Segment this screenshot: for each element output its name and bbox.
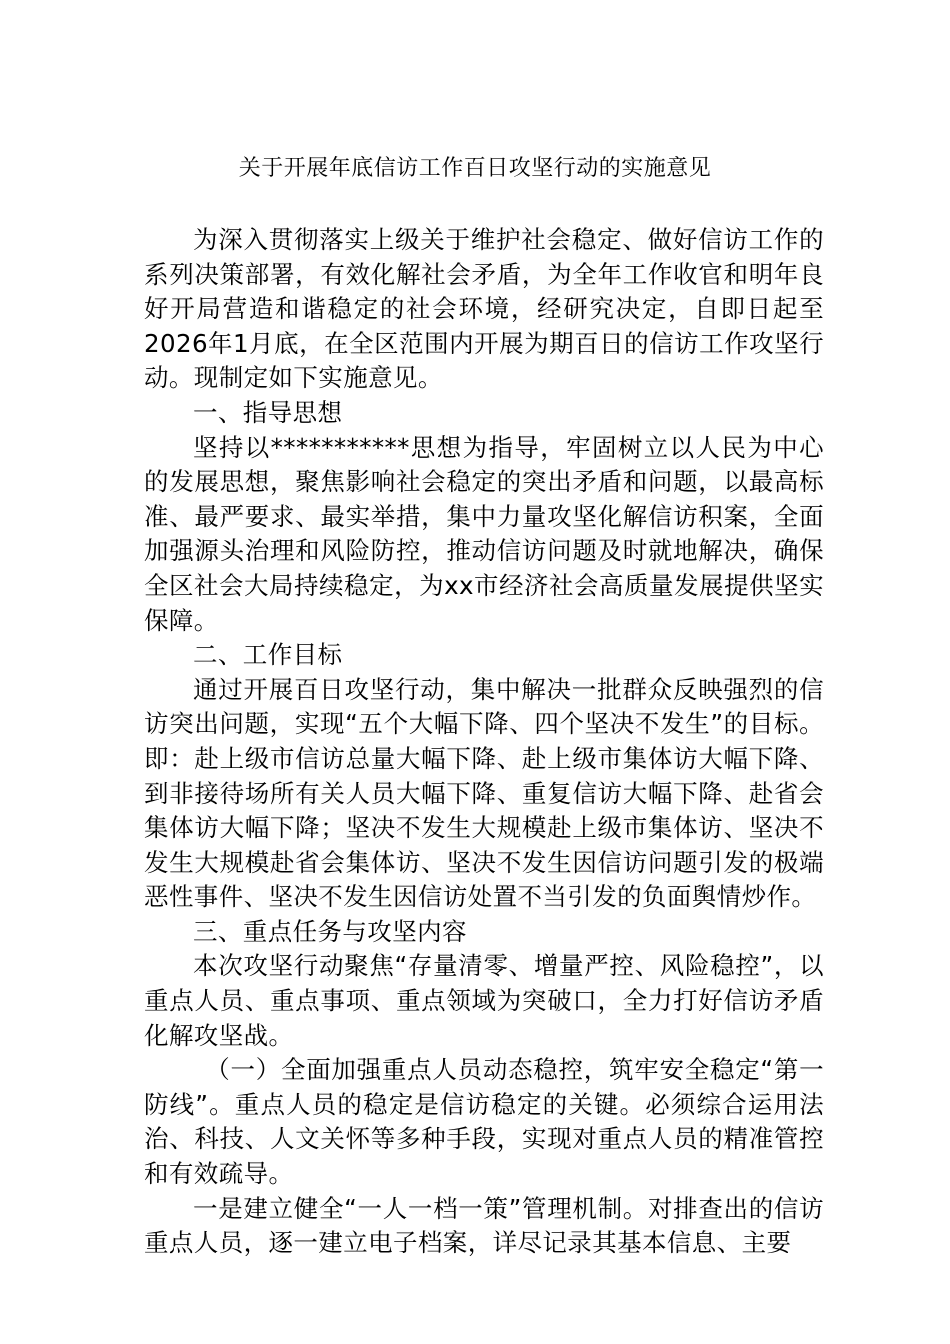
document-title: 关于开展年底信访工作百日攻坚行动的实施意见 — [238, 156, 712, 181]
paragraph-guiding-ideology: 坚持以***********思想为指导，牢固树立以人民为中心的发展思想，聚焦影响社会稳定的突出矛盾和问题，以最高标准、最严要求、最实举措，集中力量攻坚化解信访积案，全面加强源头治理和风险防控，推动信访问题及时就地解决，确保全区社会大局持续稳定，为xx市经济社会高质量发展提供坚实保障。 — [144, 432, 824, 635]
paragraph-item-one: 一是建立健全“一人一档一策”管理机制。对排查出的信访重点人员，逐一建立电子档案，详尽记录其基本信息、主要 — [144, 1193, 824, 1258]
document-body — [144, 223, 824, 1261]
section-heading-work-goals: 二、工作目标 — [193, 640, 343, 670]
paragraph-work-goals: 通过开展百日攻坚行动，集中解决一批群众反映强烈的信访突出问题，实现“五个大幅下降、四个坚决不发生”的目标。即：赴上级市信访总量大幅下降、赴上级市集体访大幅下降、到非接待场所有关人员大幅下降、重复信访大幅下降、赴省会集体访大幅下降；坚决不发生大规模赴上级市集体访、坚决不发生大规模赴省会集体访、坚决不发生因信访问题引发的极端恶性事件、坚决不发生因信访处置不当引发的负面舆情炒作。 — [144, 674, 824, 912]
section-heading-key-tasks: 三、重点任务与攻坚内容 — [193, 916, 467, 946]
section-heading-guiding-ideology: 一、指导思想 — [193, 397, 343, 427]
paragraph-key-tasks: 本次攻坚行动聚焦“存量清零、增量严控、风险稳控”，以重点人员、重点事项、重点领域为突破口，全力打好信访矛盾化解攻坚战。 — [144, 951, 824, 1050]
paragraph-subsection-one: （一）全面加强重点人员动态稳控，筑牢安全稳定“第一防线”。重点人员的稳定是信访稳定的关键。必须综合运用法治、科技、人文关怀等多种手段，实现对重点人员的精准管控和有效疏导。 — [144, 1055, 824, 1189]
paragraph-intro: 为深入贯彻落实上级关于维护社会稳定、做好信访工作的系列决策部署，有效化解社会矛盾，为全年工作收官和明年良好开局营造和谐稳定的社会环境，经研究决定，自即日起至2026年1月底，在全区范围内开展为期百日的信访工作攻坚行动。现制定如下实施意见。 — [144, 225, 824, 393]
